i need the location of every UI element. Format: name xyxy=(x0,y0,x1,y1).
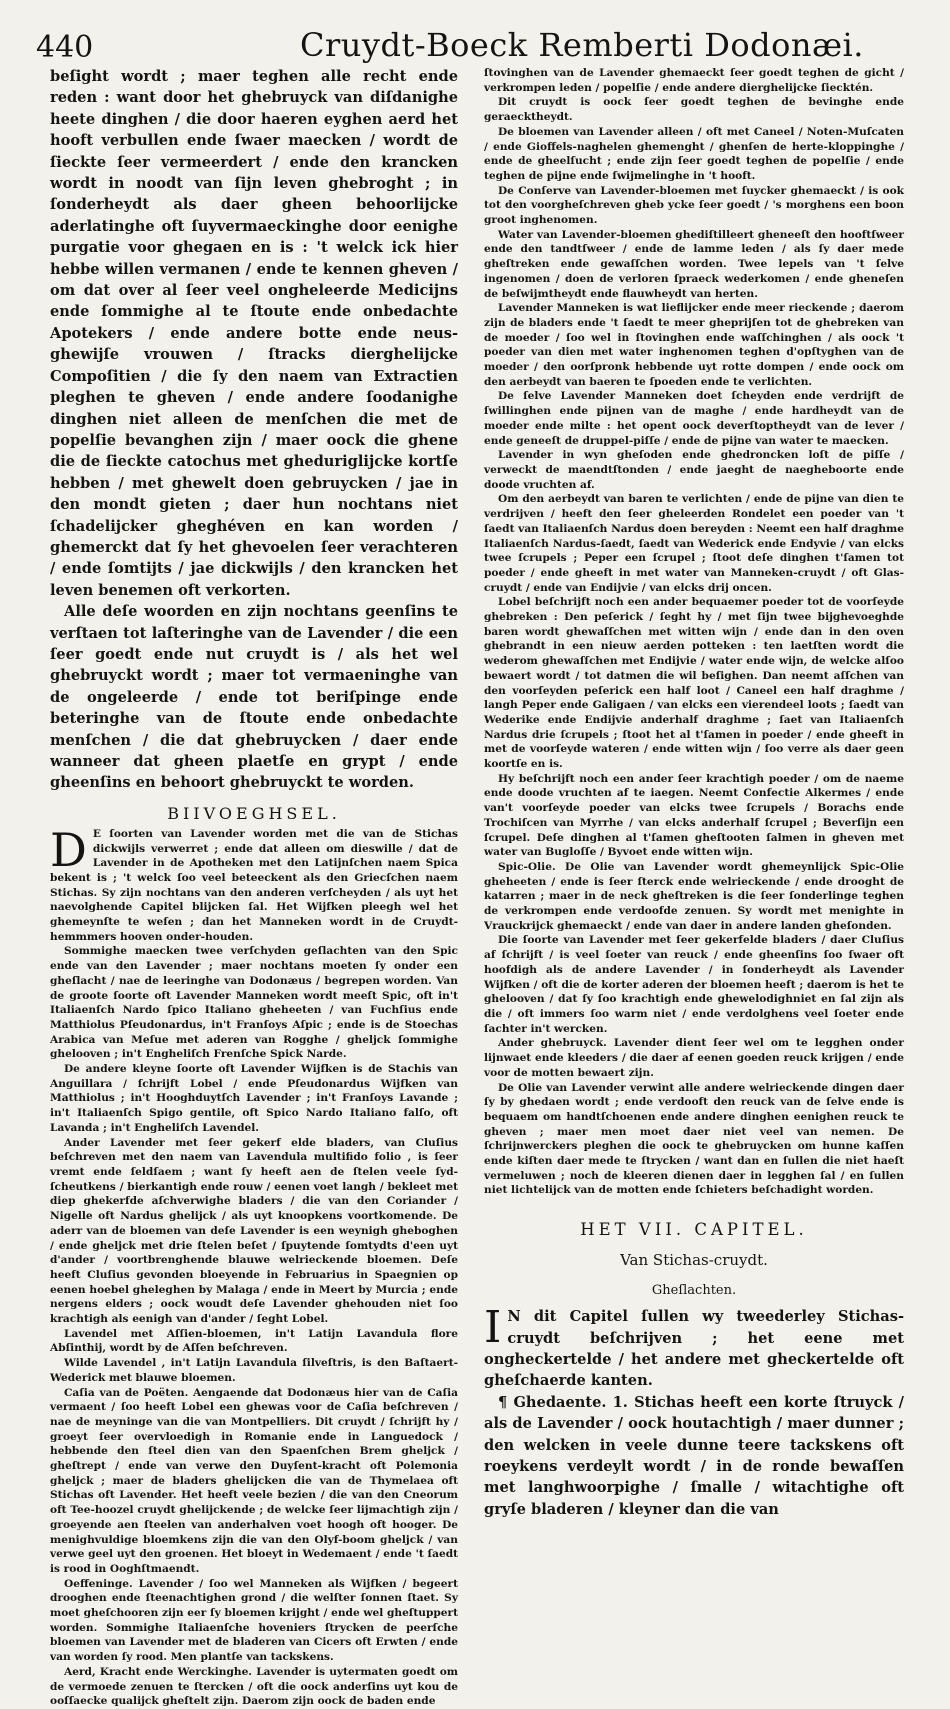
right-column xyxy=(484,66,904,1566)
section-label: Gheſlachten. xyxy=(651,1283,737,1299)
paragraph: Sommighe maecken twee verſchyden geſlachten van den Spic ende van den Lavender ; maer nochtans moeten ſy onder een gheſlacht / nae de leeringhe van Dodonæus / begrepen worden. Van de groote ſoorte oft Lavender Manneken wordt meeſt Spic, oft in't Italiaenſch Nardo ſpico Italiano gheheeten / van Fuchſius ende Matthiolus Pſeudonardus, in't Franſoys Aſpic ; ende is de Stoechas Arabica van Meſue met aderen van Rogghe / gheljck ſommighe ghelooven ; in't Engheliſch Frenſche Spick Narde. xyxy=(50,945,458,1061)
paragraph: Spic-Olie. De Olie van Lavender wordt ghemeynlijck Spic-Olie gheheeten / ende is ſeer ſterck ende welrieckende / ende drooght de katarren ; maer in de neck gheſtreken is die ſeer ſonderlinge teghen de verkrompen ende verdoofde zenuen. Sy wordt met menighte in Vrauckrijck ghemaeckt / ende van daer in andere landen gheſonden. xyxy=(484,860,904,932)
paragraph: Alle deſe woorden en zijn nochtans geenſins te verſtaen tot laſteringhe van de Lavender / die een ſeer goedt ende nut cruydt is / als het wel ghebruyckt wordt ; maer tot vermaeninghe van de ongeleerde / ende tot beriſpinge ende beteringhe van de ſtoute ende onbedachte menſchen / die dat ghebruycken / daer ende wanneer dat gheen plaetſe en grypt / ende gheenſins en behoort ghebruyckt te worden. xyxy=(50,603,458,792)
paragraph-text: E ſoorten van Lavender worden met die van de Stichas dickwijls verwerret ; ende dat alleen om dieswille / dat de Lavender in de Apotheken met den Latijnſchen naem Spica bekent is ; 't welck ſoo veel beteeckent als den Griecſchen naem Stichas. Sy zijn nochtans van den anderen verſcheyden / als uyt het naevolghende Capitel blijcken ſal. Het Wijfken pleegh wel het ghemeynſte te weſen ; dan het Manneken wordt in de Cruydt-hemmmers hooven onder-houden. xyxy=(50,827,458,943)
paragraph: Ander Lavender met ſeer gekerf elde bladers, van Cluſius beſchreven met den naem van Lavendula multifido folio , is ſeer vremt ende ſeldſaem ; want ſy heeft aen de ſtelen veele ſyd-ſcheutkens / bierkantigh ende rouw / eenen voet langh / bekleet met diep ghekerfde aſchverwighe bladers / die van den Coriander / Nigelle oft Nardus ghelijck / als uyt knoopkens voortkomende. De aderr van de bloemen van deſe Lavender is een weynigh gheboghen / ende gheljck met drie ſtelen beſet / ſpuytende ſomtydts d'een uyt d'ander / voortbrenghende blauwe welrieckende bloemen. Deſe heeft Cluſius gevonden bloeyende in Februarius in Spaegnien op eenen hoebel gheleghen by Malaga / ende in Meert by Murcia ; ende nergens elders ; oock woudt deſe Lavender ghehouden niet ſoo krachtigh als eenigh van d'ander / ſeght Lobel. xyxy=(50,1136,458,1326)
paragraph: Dit cruydt is oock ſeer goedt teghen de bevinghe ende geraecktheydt. xyxy=(484,96,904,124)
paragraph: Water van Lavender-bloemen ghediſtilleert gheneeſt den hooftſweer ende den tandtſweer / ende de lamme leden / als ſy daer mede gheſtreken ende gewaſſchen worden. Twee lepels van 't ſelve ingenomen / doen de verloren ſpraeck wederkomen / ende gheneſen de beſwijmtheydt ende flauwheydt van herten. xyxy=(484,228,904,300)
paragraph-with-dropcap xyxy=(50,822,458,945)
paragraph: De bloemen van Lavender alleen / oft met Caneel / Noten-Muſcaten / ende Gioffels-naghelen ghemenght / ghenſen de herte-kloppinghe / ende de gheelſucht ; ende zijn ſeer goedt teghen de popelſie / ende teghen de pijne ende ſwijmelinghe in 't hooft. xyxy=(484,125,904,182)
chapter-subtitle: Van Stichas-cruydt. xyxy=(620,1251,768,1270)
paragraph: De Olie van Lavender verwint alle andere welrieckende dingen daer ſy by ghedaen wordt ; ende verdooft den reuck van de ſelve ende is bequaem om handtſchoenen ende andere dinghen eenighen reuck te gheven ; maer men moet daer niet veel van nemen. De ſchrijnwerckers pleghen die oock te ghebruycken om hunne kaſſen ende kiſten daer mede te ſtrycken / want dan en ſullen die niet haeſt vermeluwen ; noch de kleeren dienen daer in legghen ſal / en ſullen niet lichtelijck van de motten ende ſchieters beſchadight worden. xyxy=(484,1081,904,1197)
left-column xyxy=(50,66,458,1708)
paragraph: Wilde Lavendel , in't Latijn Lavandula ſilveſtris, is den Baſtaert-Wederick met blauwe bloemen. xyxy=(50,1357,458,1384)
paragraph: beſight wordt ; maer teghen alle recht ende reden : want door het ghebruyck van diſdanighe heete dinghen / die door haeren eyghen aerd het hooft verbullen ende ſwaer maecken / wordt de ſieckte ſeer vermeerdert / ende den krancken wordt in noodt van ſijn leven ghebroght ; in ſonderheydt als daer gheen behoorlijcke aderlatinghe oft ſuyvermaeckinghe door eenighe purgatie voor ghegaen en is : 't welck ick hier hebbe willen vermanen / ende te kennen gheven / om dat over al ſeer veel ongheleerde Medicijns ende ſommighe al te ſtoute ende onbedachte Apotekers / ende andere botte ende neus-ghewijſe vrouwen / ſtracks dierghelijcke Compoſitien / die ſy den naem van Extractien pleghen te gheven / ende andere ſoodanighe dinghen niet alleen de menſchen die met de popelſie bevanghen zijn / maer oock die ghene die de ſieckte catochus met gheduriglijcke kortſe hebben / met ghewelt doen gebruycken / jae in den mondt gieten ; daer hun nochtans niet ſchadelijcker gheghéven en kan worden / ghemerckt dat ſy het ghevoelen ſeer verachteren / ende ſomtijts / jae dickwijls / den krancken het leven benemen oft verkorten. xyxy=(50,68,458,599)
paragraph: Aerd, Kracht ende Werckinghe. Lavender is uytermaten goedt om de vermoede zenuen te ſtercken / oft die oock anderſins uyt kou de ooſſaecke qualijck gheſtelt zijn. Daerom zijn oock de baden ende xyxy=(50,1665,458,1708)
section-heading: BIIVOEGHSEL. xyxy=(167,803,341,823)
paragraph: Oeffeninge. Lavender / ſoo wel Manneken als Wijfken / begeert drooghen ende ſteenachtighen grond / die welſter ſonnen ſtaet. Sy moet gheſchooren zijn eer ſy bloemen krijght / ende wel gheſtuppert worden. Sommighe Italiaenſche hoveniers ſtrycken de peerſche bloemen van Lavender met de bladeren van Cicers oft Erwten / ende van worden ſy rood. Men plantſe van tackskens. xyxy=(50,1577,458,1664)
paragraph: Lavendel met Aſſien-bloemen, in't Latijn Lavandula flore Abſinthij, wordt by de Aſſen beſchreven. xyxy=(50,1327,458,1355)
paragraph-text: N dit Capitel ſullen wy tweederley Stichas-cruydt beſchrijven ; het eene met ongheckertelde / het andere met gheckertelde oft gheſchaerde kanten. xyxy=(484,1308,904,1390)
paragraph: Lavender Manneken is wat lieflijcker ende meer rieckende ; daerom zijn de bladers ende 't ſaedt te meer gheprijſen tot de ghebreken van de moeder / ſoo wel in ſtovinghen ende waſſchinghen / als oock 't poeder van dien met water inghenomen teghen d'opſtyghen van de moeder / den oorſpronk hebbende uyt rotte dompen / ende oock om den aerbeydt van baeren te ſpoeden ende te verlichten. xyxy=(484,302,904,388)
paragraph: Lavender in wyn gheſoden ende ghedroncken loſt de piſſe / verweckt de maendtſtonden / ende jaeght de naegheboorte ende doode vruchten af. xyxy=(484,449,904,491)
running-title: Cruydt-Boeck Remberti Dodonæi. xyxy=(300,26,864,64)
paragraph: Caſia van de Poëten. Aengaende dat Dodonæus hier van de Caſia vermaent / ſoo heeft Lobel een ghewas voor de Caſia beſchreven / nae de meyninge van die van Montpelliers. Dit cruydt / ſchrijft hy / groeyt ſeer overvloedigh in Romanie ende in Languedock / hebbende den ſteel dien van den Spaenſchen Brem gheljck / gheſtrept / ende van verwe den Duyſent-kracht oft Polemonia gheljck ; maer de bladers ghelijcken die van de Thymelaea oft Stichas oft Lavender. Het heeft veele bezien / die van den Cneorum oft Tee-hoozel cruydt ghelijckende ; de welcke ſeer lijmachtigh zijn / groeyende aen ſteelen van anderhalven voet hoogh oft hooger. De menighvuldige bloemkens zijn die van den Olyf-boom gheljck / van verwe geel uyt den groenen. Het bloeyt in Wedemaent / ende 't ſaedt is rood in Ooghſtmaendt. xyxy=(50,1386,458,1575)
drop-cap: I xyxy=(484,1302,502,1354)
page-number: 440 xyxy=(36,30,94,65)
paragraph: ¶ Ghedaente. 1. Stichas heeft een korte ſtruyck / als de Lavender / oock houtachtigh / maer dunner ; den welcken in veele dunne teere tackskens oft roeykens verdeylt wordt / in de ronde bewaſſen met langhwoorpighe / ſmalle / witachtighe oft gryſe bladeren / kleyner dan die van xyxy=(484,1393,904,1518)
paragraph: Lobel beſchrijft noch een ander bequaemer poeder tot de voorſeyde ghebreken : Den peſerick / ſeght hy / met ſijn twee bijghevoeghde baren wordt ghewaſſchen met witten wijn / ende dan in den oven ghebrandt in een nieuw aerden potteken : ten laetſten wordt die wederom ghewaſſchen met Endijvie / water ende wijn, de welcke alſoo bewaert wordt / tot datmen die wil beſighen. Dan neemt aſſchen van den voorſeyden peſerick een half loot / Caneel een half draghme / langh Peper ende Galigaen / van elcks een vierendeel loots ; ſaedt van Wederike ende Endijvie anderhalf draghme ; ſaet van Italiaenſch Nardus drie ſcrupels ; ſtoot het al t'ſamen in poeder / ende gheeft in met de voorſeyde wateren / ende witten wijn / ſoo verre als daer geen koortſe en is. xyxy=(484,596,904,771)
paragraph: De andere kleyne ſoorte oft Lavender Wijfken is de Stachis van Anguillara / ſchrijft Lobel / ende Pſeudonardus Wijfken van Matthiolus ; in't Hooghduytſch Lavender ; in't Franſoys Lavande ; in't Italiaenſch Spigo gentile, oft Spico Nardo Italiano falſo, oft Lavanda ; in't Engheliſch Lavendel. xyxy=(50,1063,458,1134)
paragraph: Om den aerbeydt van baren te verlichten / ende de pijne van dien te verdrijven / heeft den ſeer gheleerden Rondelet een poeder van 't ſaedt van Italiaenſch Nardus doen bereyden : Neemt een half draghme Italiaenſch Nardus-ſaedt, ſaedt van Wederick ende Endyvie / van elcks twee ſcrupels ; Peper een ſcrupel ; ſtoot deſe dinghen t'ſamen tot poeder / ende gheeft in met water van Manneken-cruydt / oft Glas-cruydt / ende van Endijvie / van elcks drij oncen. xyxy=(484,493,904,594)
paragraph: Die ſoorte van Lavender met ſeer gekerfelde bladers / daer Cluſius af ſchrijft / is veel ſoeter van reuck / ende gheenſins ſoo ſwaer oft hoofdigh als de andere Lavender / in ſonderheydt als Lavender Wijfken / oft die de korter aderen der bloemen heeft ; daerom is het te ghelooven / dat ſy ſoo krachtigh ende ghewelodighniet en ſal zijn als die / oft immers ſoo warm niet / ende verdolghens veel ſoeter ende ſachter in't wercken. xyxy=(484,934,904,1035)
paragraph: ſtovinghen van de Lavender ghemaeckt ſeer goedt teghen de gicht / verkrompen leden / popelſie / ende andere dierghelijcke ſiecktén. xyxy=(484,67,904,94)
drop-cap: D xyxy=(50,822,87,877)
chapter-heading: HET VII. CAPITEL. xyxy=(580,1220,808,1240)
paragraph: Ander ghebruyck. Lavender dient ſeer wel om te legghen onder lijnwaet ende kleeders / die daer af eenen goeden reuck krijgen / ende voor de motten bewaert zijn. xyxy=(484,1037,904,1079)
paragraph: De Conſerve van Lavender-bloemen met ſuycker ghemaeckt / is ook tot den voorgheſchreven gheb ycke ſeer goedt / 's morghens een boon groot inghenomen. xyxy=(484,184,904,227)
paragraph: Hy beſchrijft noch een ander ſeer krachtigh poeder / om de naeme ende doode vruchten af te iaegen. Neemt Confectie Alkermes / ende van't voorſeyde poeder van elcks twee ſcrupels / Borachs ende Trochiſcen van Myrrhe / van elcks anderhalf ſcrupel ; Beverſijn een ſcrupel. Deſe dinghen al t'ſamen gheſtooten ſalmen in gheven met water van Bugloſſe / Byvoet ende witten wijn. xyxy=(484,772,904,859)
paragraph: De ſelve Lavender Manneken doet ſcheyden ende verdrijft de ſwillinghen ende pijnen van de maghe / ende hardheydt van de moeder ende milte : het opent oock deverſtoptheydt van de lever / ende geneeſt de druppel-piſſe / ende de pijne van water te maecken. xyxy=(484,390,904,447)
paragraph-with-dropcap xyxy=(484,1302,904,1392)
